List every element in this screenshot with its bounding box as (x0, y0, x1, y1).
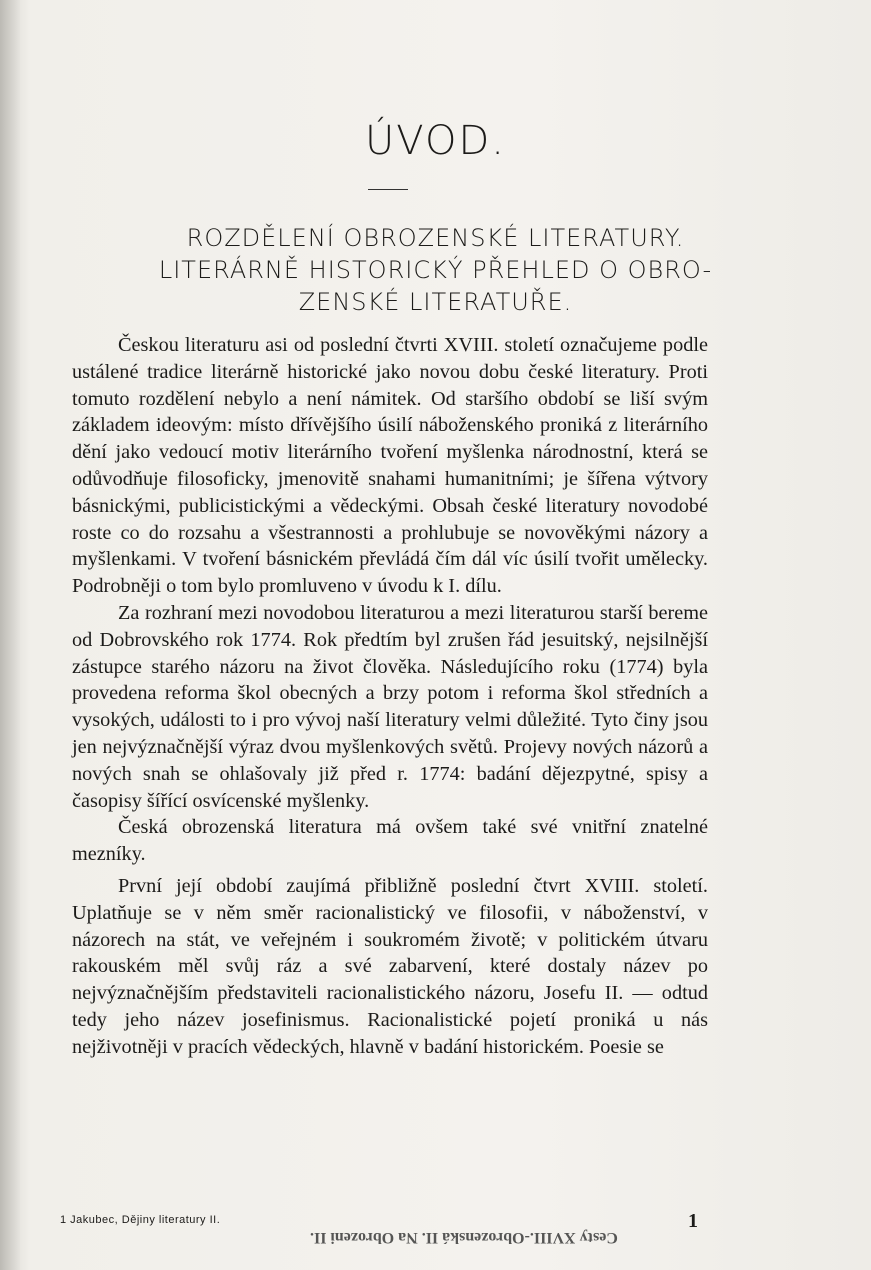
page-spine-shadow (0, 0, 20, 1270)
bleed-through-text: Cesty XVIII.-Obrozenská II. Na Obrozeni II. (310, 1229, 618, 1246)
paragraph: Českou literaturu asi od poslední čtvrti XVIII. století označujeme podle ustálené tradice literárně historické jako novou dobu české literatury. Proti tomuto rozdělení nebylo a není námitek. Od staršího období se liší svým základem ideovým: místo dřívějšího úsilí náboženského proniká z literárního dění jako vedoucí motiv literárního tvoření myšlenka národnostní, která se odůvodňuje filosoficky, jmenovitě snahami humanitními; je šířena výtvory básnickými, publicistickými a vědeckými. Obsah české literatury novodobé roste co do rozsahu a všestrannosti a prohlubuje se novověkými názory a myšlenkami. V tvoření básnickém převládá čím dál víc úsilí tvořit umělecky. Podrobněji o tom bylo promluveno v úvodu k I. dílu. (72, 334, 708, 598)
section-subtitle-line-1: ROZDĚLENÍ OBROZENSKÉ LITERATURY. (186, 224, 685, 252)
body-text (72, 332, 708, 1061)
chapter-title: ÚVOD. (365, 118, 506, 164)
footer-signature: 1 Jakubec, Dějiny literatury II. (60, 1214, 221, 1226)
section-subtitle-line-3: ZENSKÉ LITERATUŘE. (298, 288, 573, 316)
section-subtitle-line-2: LITERÁRNĚ HISTORICKÝ PŘEHLED O OBRO- (158, 256, 713, 284)
paragraph: První její období zaujímá přibližně poslední čtvrt XVIII. století. Uplatňuje se v něm směr racionalistický ve filosofii, v náboženství, v názorech na stát, ve veřejném i soukromém životě; v politickém útvaru rakouském měl svůj ráz a své zabarvení, které dostaly název po nejvýznačnějším představiteli racionalistického názoru, Josefu II. — odtud tedy jeho název josefinismus. Racionalistické pojetí proniká u nás nejživotněji v pracích vědeckých, hlavně v badání historickém. Poesie se (72, 874, 708, 1058)
title-divider (368, 189, 408, 190)
paragraph: Česká obrozenská literatura má ovšem také své vnitřní znatelné mezníky. (72, 816, 708, 866)
paragraph: Za rozhraní mezi novodobou literaturou a mezi literaturou starší bereme od Dobrovského rok 1774. Rok předtím byl zrušen řád jesuitský, nejsilnější zástupce starého názoru na život člověka. Následujícího roku (1774) byla provedena reforma škol obecných a brzy potom i reforma škol středních a vysokých, události to i pro vývoj naší literatury velmi důležité. Tyto činy jsou jen nejvýznačnější výraz dvou myšlenkových světů. Projevy nových názorů a nových snah se ohlašovaly již před r. 1774: badání dějezpytné, spisy a časopisy šířící osvícenské myšlenky. (72, 601, 708, 812)
page-number: 1 (688, 1210, 698, 1232)
